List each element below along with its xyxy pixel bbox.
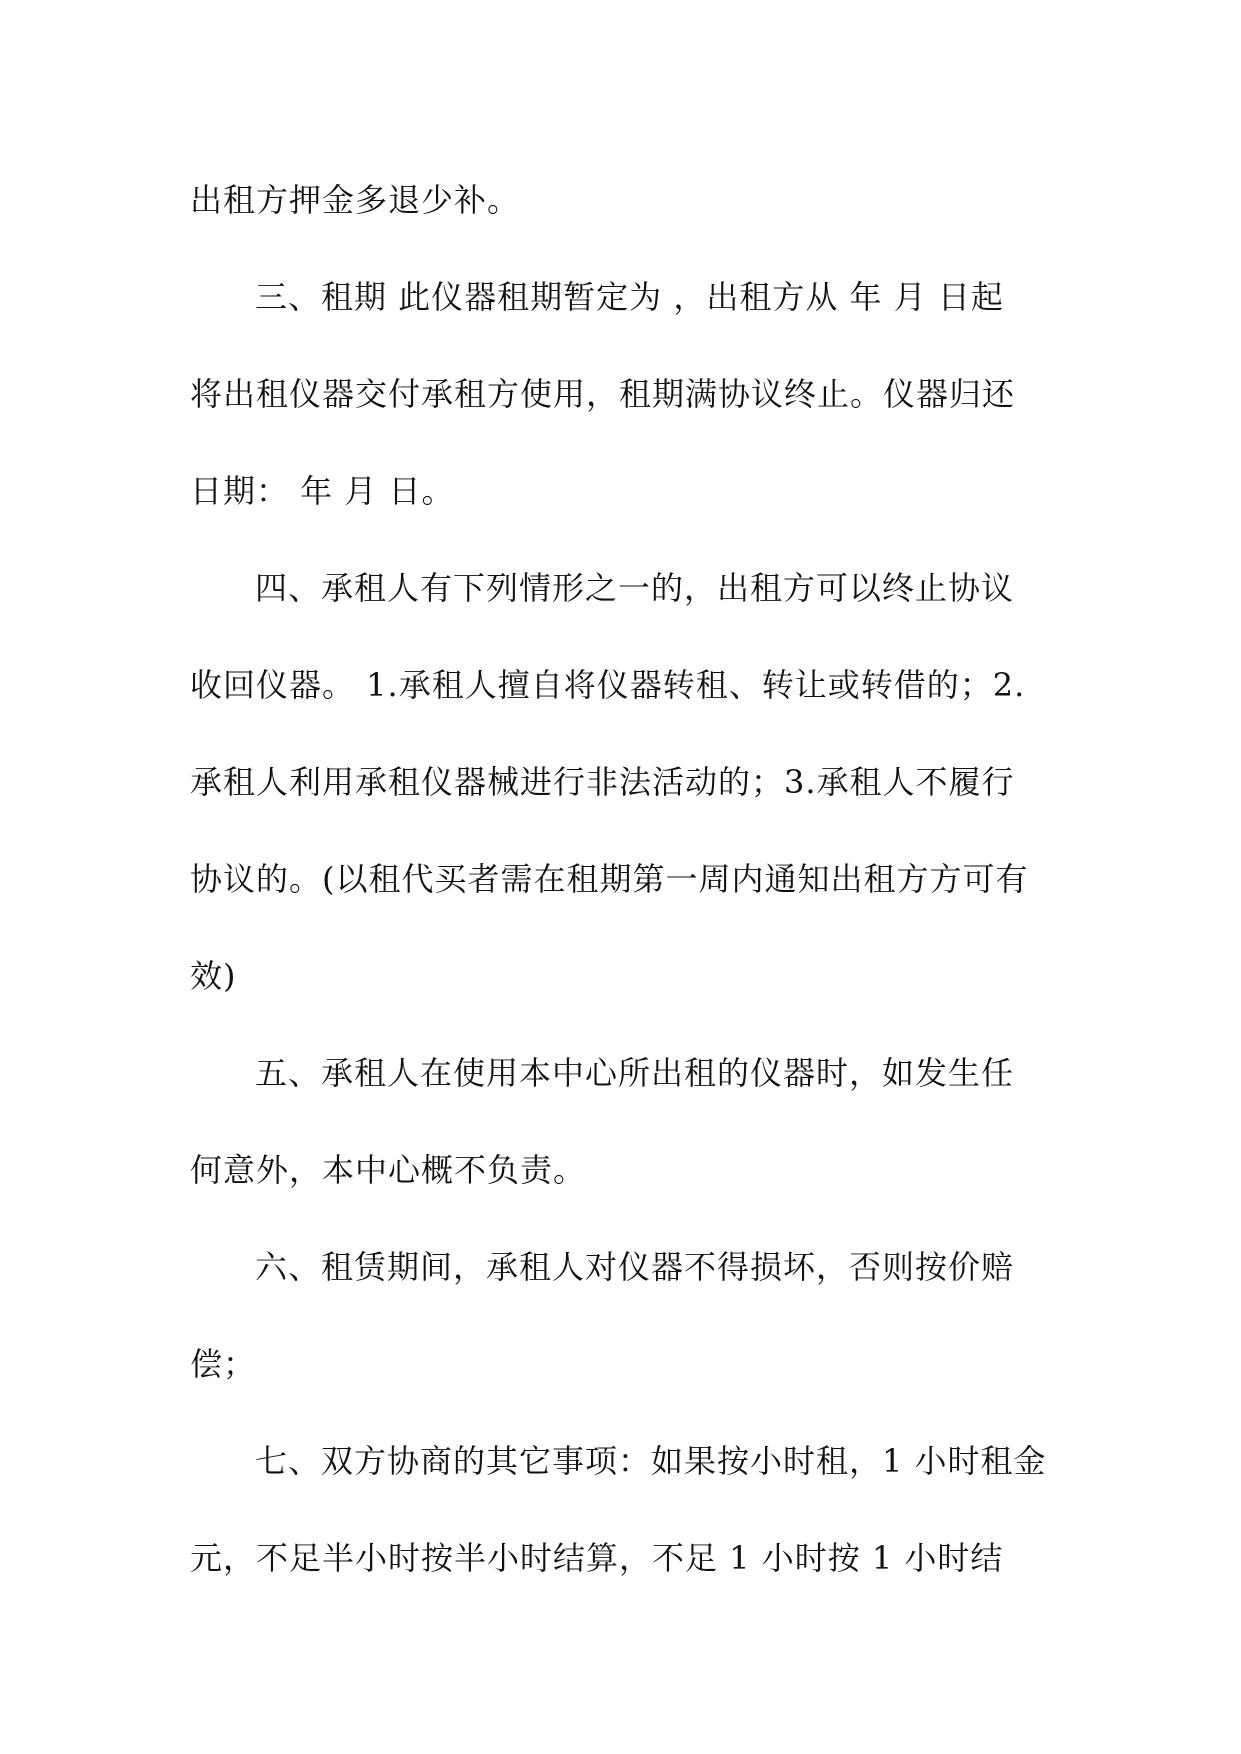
text-line: 将出租仪器交付承租方使用，租期满协议终止。仪器归还 [190, 375, 1016, 413]
text-line: 元，不足半小时按半小时结算，不足 1 小时按 1 小时结 [190, 1539, 1004, 1577]
text-line: 五、承租人在使用本中心所出租的仪器时，如发生任 [255, 1054, 1015, 1092]
text-line: 收回仪器。 1.承租人擅自将仪器转租、转让或转借的；2. [190, 666, 1026, 704]
text-line: 承租人利用承租仪器械进行非法活动的；3.承租人不履行 [190, 763, 1015, 801]
text-line: 七、双方协商的其它事项：如果按小时租，1 小时租金 [255, 1442, 1047, 1480]
text-line: 日期： 年 月 日。 [190, 472, 455, 510]
text-line: 三、租期 此仪器租期暂定为 ，出租方从 年 月 日起 [255, 278, 1004, 316]
text-line: 偿； [190, 1345, 257, 1383]
text-line: 出租方押金多退少补。 [190, 181, 521, 219]
text-line: 何意外，本中心概不负责。 [190, 1151, 587, 1189]
text-line: 四、承租人有下列情形之一的，出租方可以终止协议 [255, 569, 1015, 607]
text-line: 六、租赁期间，承租人对仪器不得损坏，否则按价赔 [255, 1248, 1015, 1286]
text-line: 协议的。(以租代买者需在租期第一周内通知出租方方可有 [190, 860, 1029, 898]
text-line: 效) [190, 957, 237, 995]
